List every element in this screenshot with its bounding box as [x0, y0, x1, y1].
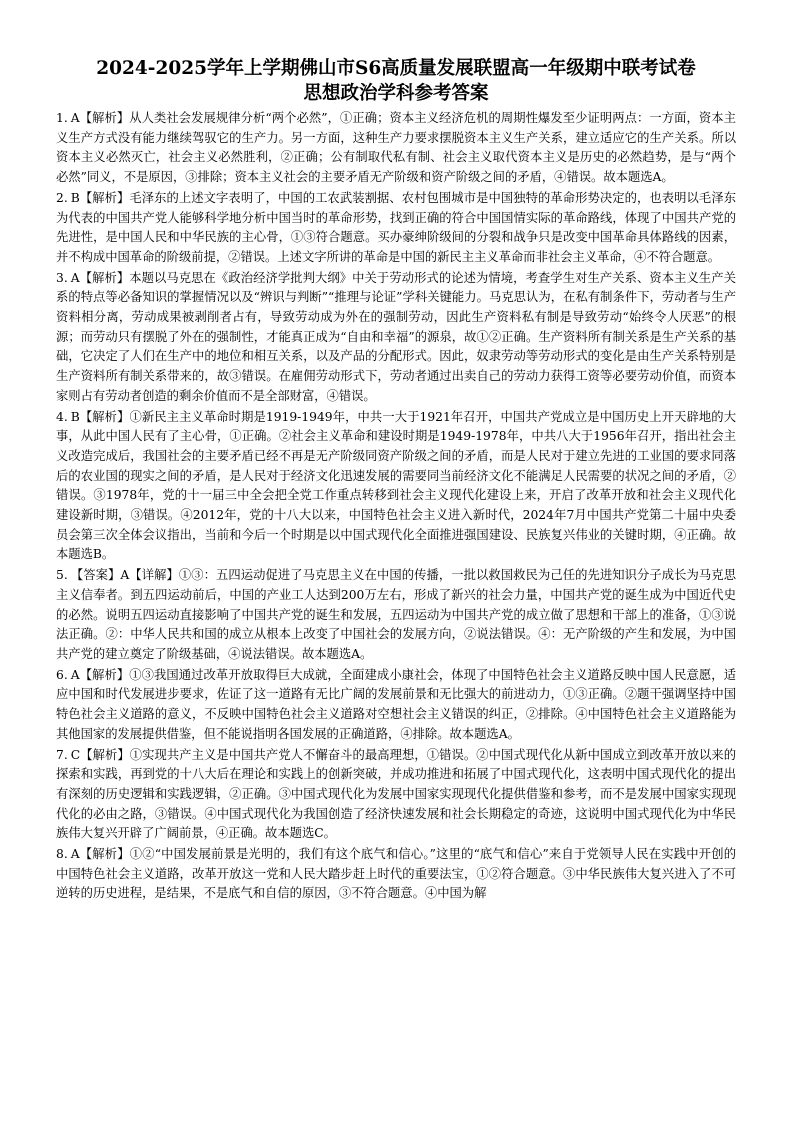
exam-title: 2024-2025学年上学期佛山市S6高质量发展联盟高一年级期中联考试卷	[96, 58, 696, 79]
answer-text: B【解析】毛泽东的上述文字表明了，中国的工农武装割据、农村包围城市是中国独特的革命形势决定的，也表明以毛泽东为代表的中国共产党人能够科学地分析中国当时的革命形势，找到正确的符合中国国情实际的革命路线，体现了中国共产党的先进性，是中国人民和中华民族的主心骨，①③符合题意。买办豪绅阶级间的分裂和战争只是改变中国革命具体路线的因素，并不构成中国革命的阶级前提，②错误。上述文字所讲的革命是中国的新民主主义革命而非社会主义革命，④不符合题意。	[56, 190, 736, 264]
answer-text: C【解析】①实现共产主义是中国共产党人不懈奋斗的最高理想，①错误。②中国式现代化从新中国成立到改革开放以来的探索和实践，再到党的十八大后在理论和实践上的创新突破，并成功推进和拓展了中国式现代化，这表明中国式现代化的提出有深刻的历史逻辑和实践逻辑，②正确。③中国式现代化为发展中国家实现现代化提供借鉴和参考，而不是发展中国家实现现代化的必由之路，③错误。④中国式现代化为我国创造了经济快速发展和社会长期稳定的奇迹，这说明中国式现代化为中华民族伟大复兴开辟了广阔前景，④正确。故本题选C。	[56, 747, 736, 841]
answer-text: A【解析】①③我国通过改革开放取得巨大成就，全面建成小康社会，体现了中国特色社会主义道路反映中国人民意愿，适应中国和时代发展进步要求，佐证了这一道路有无比广阔的发展前景和无比强大的前进动力，①③正确。②题干强调坚持中国特色社会主义道路的意义，不反映中国特色社会主义道路对空想社会主义错误的纠正，②排除。④中国特色社会主义道路能为其他国家的发展提供借鉴，但不能说指明各国发展的正确道路，④排除。故本题选A。	[56, 667, 736, 741]
answer-number: 5.	[56, 568, 68, 583]
answer-text: A【解析】从人类社会发展规律分析“两个必然”，①正确；资本主义经济危机的周期性爆发至少证明两点：一方面，资本主义生产方式没有能力继续驾驭它的生产力。另一方面，这种生产力要求摆脱资本主义生产关系，建立适应它的生产关系。所以资本主义必然灭亡，社会主义必然胜利，②正确；公有制取代私有制、社会主义取代资本主义是历史的必然趋势，是与“两个必然”同义，不是原因，③排除；资本主义社会的主要矛盾无产阶级和资产阶级之间的矛盾，④错误。故本题选A。	[56, 111, 736, 185]
answer-number: 3.	[56, 270, 68, 285]
answer-text: 【答案】A【详解】①③：五四运动促进了马克思主义在中国的传播，一批以救国救民为己任的先进知识分子成长为马克思主义信奉者。到五四运动前后，中国的产业工人达到200万左右，形成了新兴的社会力量，中国共产党的诞生成为中国近代史的必然。说明五四运动直接影响了中国共产党的诞生和发展，五四运动为中国共产党的成立做了思想和干部上的准备，①③说法正确。②：中华人民共和国的成立从根本上改变了中国社会的发展方向，②说法错误。④：无产阶级的产生和发展，为中国共产党的建立奠定了阶级基础，④说法错误。故本题选A。	[56, 568, 736, 661]
answer-item-2	[56, 189, 736, 268]
answer-number: 4.	[56, 409, 68, 424]
answer-number: 8.	[56, 847, 68, 862]
answer-list	[56, 109, 736, 904]
answer-item-7	[56, 746, 736, 845]
answer-item-3	[56, 269, 736, 407]
answer-text: A【解析】本题以马克思在《政治经济学批判大纲》中关于劳动形式的论述为情境，考查学生对生产关系、资本主义生产关系的特点等必备知识的掌握情况以及“辨识与判断”“推理与论证”学科关键能力。马克思认为，在私有制条件下，劳动者与生产资料相分离，劳动成果被剥削者占有，导致劳动成为外在的强制劳动，因此生产资料私有制是导致劳动“始终令人厌恶”的根源；而劳动只有摆脱了外在的强制性，才能真正成为“自由和幸福”的源泉，故①②正确。生产资料所有制关系是生产关系的基础，它决定了人们在生产中的地位和相互关系，以及产品的分配形式。因此，奴隶劳动等劳动形式的变化是由生产关系特别是生产资料所有制关系带来的，故③错误。在雇佣劳动形式下，劳动者通过出卖自己的劳动力获得工资等必要劳动价值，而资本家则占有劳动者创造的剩余价值而不是全部财富，④错误。	[56, 270, 736, 403]
answer-item-1	[56, 109, 736, 188]
answer-number: 1.	[56, 111, 68, 125]
answer-item-4	[56, 408, 736, 566]
answer-item-6	[56, 666, 736, 745]
exam-subtitle: 思想政治学科参考答案	[303, 83, 489, 104]
answer-number: 2.	[56, 190, 68, 205]
answer-item-5	[56, 566, 736, 665]
answer-text: B【解析】①新民主主义革命时期是1919-1949年，中共一大于1921年召开，中国共产党成立是中国历史上开天辟地的大事，从此中国人民有了主心骨，①正确。②社会主义革命和建设时期是1949-1978年，中共八大于1956年召开，指出社会主义改造完成后，我国社会的主要矛盾已经不再是无产阶级同资产阶级之间的矛盾，而是人民对于建立先进的工业国的要求同落后的农业国的现实之间的矛盾，是人民对于经济文化迅速发展的需要同当前经济文化不能满足人民需要的状况之间的矛盾，②错误。③1978年，党的十一届三中全会把全党工作重点转移到社会主义现代化建设上来，开启了改革开放和社会主义现代化建设新时期，③错误。④2012年，党的十八大以来，中国特色社会主义进入新时代，2024年7月中国共产党第二十届中央委员会第三次全体会议指出，当前和今后一个时期是以中国式现代化全面推进强国建设、民族复兴伟业的关键时期，④正确。故本题选B。	[56, 409, 736, 562]
answer-item-8	[56, 845, 736, 904]
answer-number: 6.	[56, 667, 68, 682]
answer-text: A【解析】①②“中国发展前景是光明的，我们有这个底气和信心。”这里的“底气和信心”来自于党领导人民在实践中开创的中国特色社会主义道路，改革开放这一党和人民大踏步赶上时代的重要法宝，①②符合题意。③中华民族伟大复兴进入了不可逆转的历史进程，是结果，不是底气和自信的原因，③不符合题意。④中国为解	[56, 847, 736, 901]
answer-number: 7.	[56, 747, 68, 762]
